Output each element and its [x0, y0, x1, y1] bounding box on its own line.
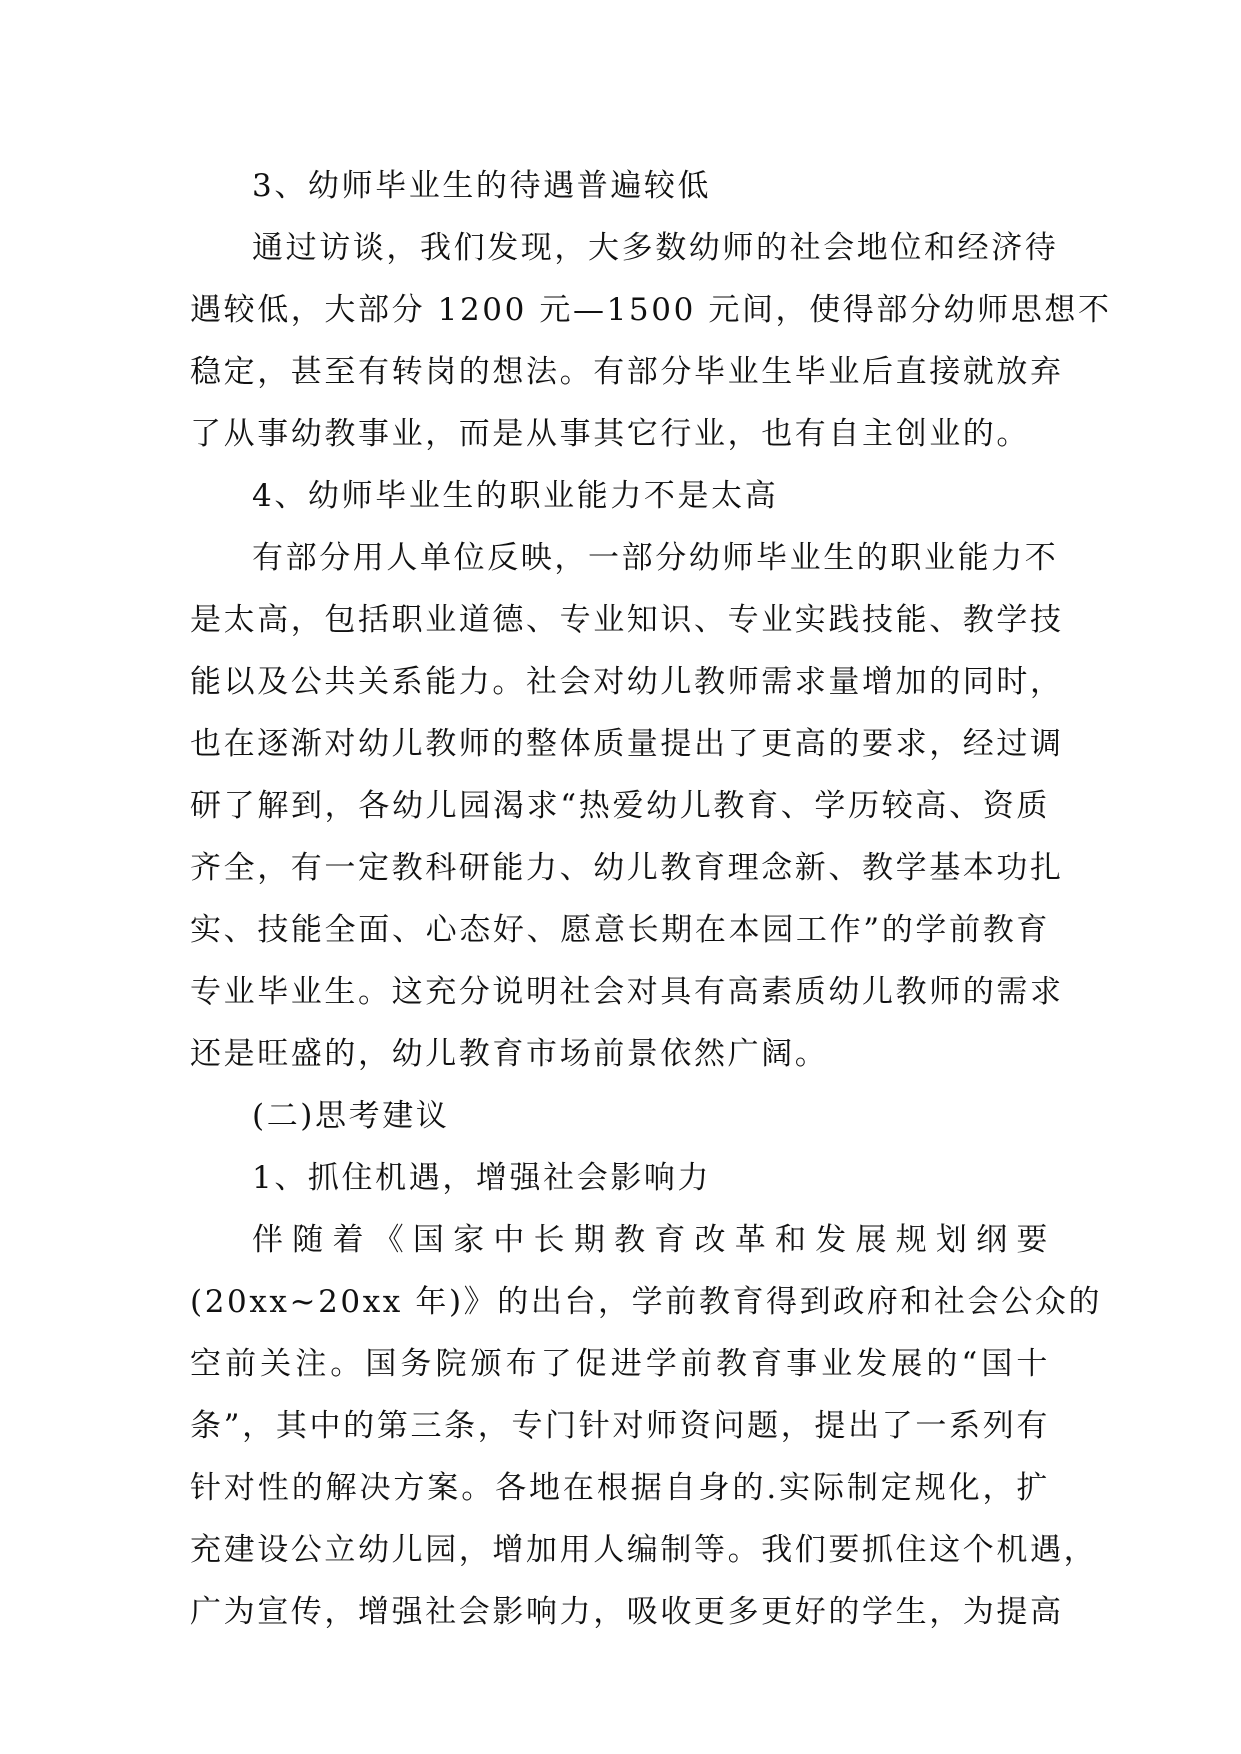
paragraph-line: 齐全，有一定教科研能力、幼儿教育理念新、教学基本功扎: [190, 850, 1064, 886]
paragraph-line: 了从事幼教事业，而是从事其它行业，也有自主创业的。: [190, 416, 1030, 452]
paragraph-line: 通过访谈，我们发现，大多数幼师的社会地位和经济待: [252, 230, 1059, 266]
paragraph-line: 也在逐渐对幼儿教师的整体质量提出了更高的要求，经过调: [190, 726, 1064, 762]
paragraph-line: 实、技能全面、心态好、愿意长期在本园工作”的学前教育: [190, 912, 1050, 948]
paragraph-line: 稳定，甚至有转岗的想法。有部分毕业生毕业后直接就放弃: [190, 354, 1064, 390]
section-heading-ability: 4、幼师毕业生的职业能力不是太高: [252, 478, 779, 514]
paragraph-line: 针对性的解决方案。各地在根据自身的.实际制定规化，扩: [190, 1470, 1050, 1506]
document-body: [190, 155, 1112, 1643]
paragraph-line: 专业毕业生。这充分说明社会对具有高素质幼儿教师的需求: [190, 974, 1064, 1010]
paragraph-line: 伴随着《国家中长期教育改革和发展规划纲要: [252, 1222, 1050, 1258]
paragraph-line: 是太高，包括职业道德、专业知识、专业实践技能、教学技: [190, 602, 1064, 638]
paragraph-line: 充建设公立幼儿园，增加用人编制等。我们要抓住这个机遇，: [190, 1532, 1098, 1568]
paragraph-line: 遇较低，大部分 1200 元—1500 元间，使得部分幼师思想不: [190, 292, 1112, 328]
section-heading-opportunity: 1、抓住机遇，增强社会影响力: [252, 1160, 712, 1196]
paragraph-line: 条”，其中的第三条，专门针对师资问题，提出了一系列有: [190, 1408, 1050, 1444]
paragraph-line: 研了解到，各幼儿园渴求“热爱幼儿教育、学历较高、资质: [190, 788, 1050, 824]
paragraph-line: (20xx~20xx 年)》的出台，学前教育得到政府和社会公众的: [190, 1284, 1103, 1320]
paragraph-line: 能以及公共关系能力。社会对幼儿教师需求量增加的同时，: [190, 664, 1064, 700]
paragraph-line: 有部分用人单位反映，一部分幼师毕业生的职业能力不: [252, 540, 1059, 576]
section-heading-suggestions: (二)思考建议: [252, 1098, 450, 1134]
paragraph-line: 广为宣传，增强社会影响力，吸收更多更好的学生，为提高: [190, 1594, 1064, 1630]
section-heading-treatment: 3、幼师毕业生的待遇普遍较低: [252, 168, 712, 204]
paragraph-line: 空前关注。国务院颁布了促进学前教育事业发展的“国十: [190, 1346, 1050, 1382]
paragraph-line: 还是旺盛的，幼儿教育市场前景依然广阔。: [190, 1036, 829, 1072]
